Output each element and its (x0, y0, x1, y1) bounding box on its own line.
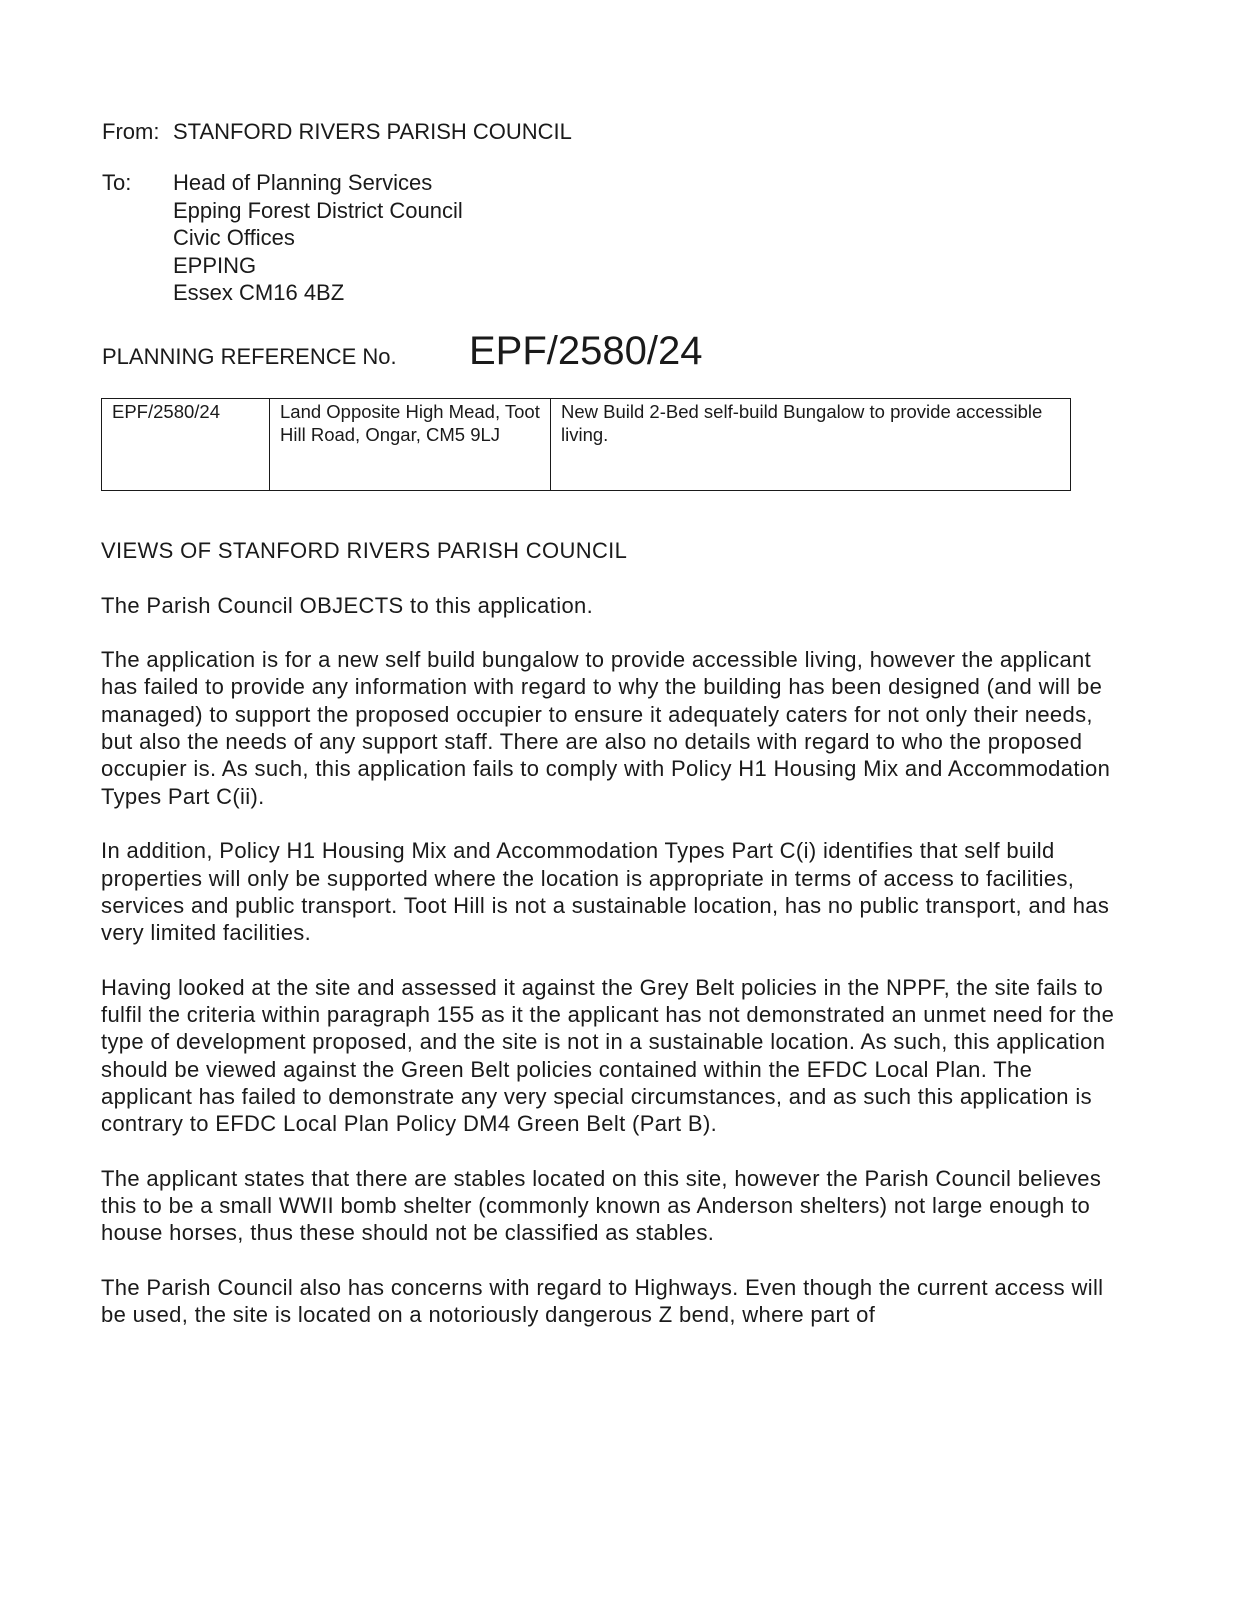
application-location-cell: Land Opposite High Mead, Toot Hill Road, Ongar, CM5 9LJ (270, 399, 551, 491)
recipient-line: EPPING (173, 252, 257, 278)
from-label: From: (102, 119, 160, 144)
planning-reference-number: EPF/2580/24 (469, 329, 703, 373)
to-label: To: (102, 170, 132, 195)
application-reference-cell: EPF/2580/24 (102, 399, 270, 491)
recipient-line: Head of Planning Services (173, 170, 433, 195)
table-row (102, 399, 1071, 491)
body-paragraph: In addition, Policy H1 Housing Mix and Accommodation Types Part C(i) identifies that self build properties will only be supported where the location is appropriate in terms of access to facilities, services and public transport. Toot Hill is not a sustainable location, has no public transport, and has very limited facilities. (101, 838, 1110, 946)
recipient-line: Essex CM16 4BZ (173, 280, 345, 305)
planning-reference-label: PLANNING REFERENCE No. (102, 344, 397, 369)
application-table (101, 398, 1071, 491)
letter-body (101, 537, 1121, 1356)
body-paragraph: Having looked at the site and assessed it against the Grey Belt policies in the NPPF, the site fails to fulfil the criteria within paragraph 155 as it the applicant has not demonstrated an unmet need for the type of development proposed, and the site is not in a sustainable location. As such, this application should be viewed against the Green Belt policies contained within the EFDC Local Plan. The applicant has failed to demonstrate any very special circumstances, and as such this application is contrary to EFDC Local Plan Policy DM4 Green Belt (Part B). (101, 974, 1115, 1137)
from-value: STANFORD RIVERS PARISH COUNCIL (173, 119, 572, 144)
body-paragraph: The application is for a new self build bungalow to provide accessible living, however the applicant has failed to provide any information with regard to why the building has been designed (and will be managed) to support the proposed occupier to ensure it adequately caters for not only their needs, but also the needs of any support staff. There are also no details with regard to who the proposed occupier is. As such, this application fails to comply with Policy H1 Housing Mix and Accommodation Types Part C(ii). (101, 647, 1111, 809)
recipient-line: Civic Offices (173, 225, 295, 250)
body-paragraph: The applicant states that there are stables located on this site, however the Parish Council believes this to be a small WWII bomb shelter (commonly known as Anderson shelters) not large enough to house horses, thus these should not be classified as stables. (101, 1165, 1102, 1246)
recipient-line: Epping Forest District Council (173, 197, 463, 223)
body-paragraph: The Parish Council also has concerns with regard to Highways. Even though the current access will be used, the site is located on a notoriously dangerous Z bend, where part of (101, 1275, 1104, 1328)
objection-paragraph: The Parish Council OBJECTS to this application. (101, 592, 594, 618)
application-description-cell: New Build 2-Bed self-build Bungalow to provide accessible living. (551, 399, 1071, 491)
views-heading: VIEWS OF STANFORD RIVERS PARISH COUNCIL (101, 538, 628, 563)
from-line (102, 118, 572, 145)
recipient-lines (173, 169, 463, 307)
